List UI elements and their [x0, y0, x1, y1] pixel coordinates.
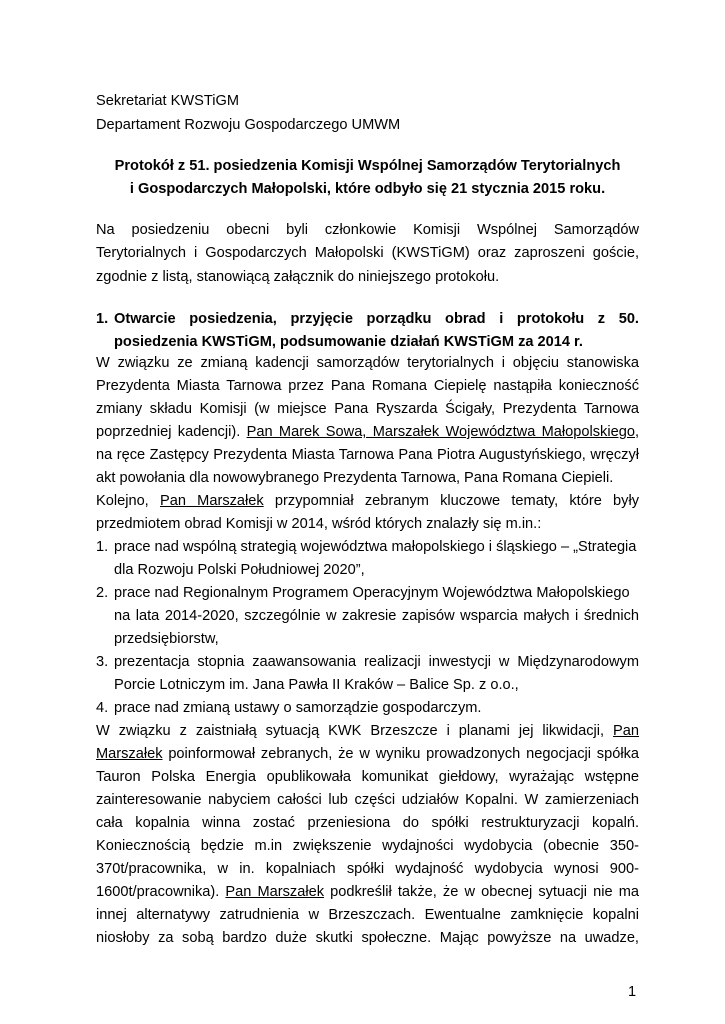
- body2-line-1-text: W związku z zaistniałą sytuacją KWK Brzeszcze i planami jej likwidacji,: [96, 723, 614, 739]
- person-link-marszalek-sowa: Pan Marek Sowa, Marszałek Województwa Małopolskiego: [246, 424, 635, 440]
- body2-line-2-text: poinformował zebranych, że w wyniku prowadzonych negocjacji spółka: [162, 746, 639, 762]
- person-ref-marszalek-2: Marszałek: [96, 746, 163, 762]
- body2-line-9: innej alternatywy zatrudnienia w Brzeszczach. Ewentualne zamknięcie kopalni: [96, 907, 639, 923]
- title-line-2: i Gospodarczych Małopolski, które odbyło się 21 stycznia 2015 roku.: [129, 181, 606, 197]
- body1-line-1: W związku ze zmianą kadencji samorządów terytorialnych i objęciu stanowiska: [96, 355, 639, 371]
- body2-line-4: zainteresowanie nabyciem całości lub części udziałów Kopalni. W zamierzeniach: [96, 792, 639, 808]
- title-line-1: Protokół z 51. posiedzenia Komisji Wspólnej Samorządów Terytorialnych: [114, 158, 621, 174]
- body1-line-4-tail: ,: [634, 424, 640, 440]
- body1-line-3: zmiany składu Komisji (w miejsce Pana Ryszarda Ścigały, Prezydenta Tarnowa: [96, 401, 639, 417]
- body1-line-8: przedmiotem obrad Komisji w 2014, wśród których znalazły się m.in.:: [96, 516, 542, 532]
- intro-line-1: Na posiedzeniu obecni byli członkowie Komisji Wspólnej Samorządów: [96, 222, 639, 238]
- body2-line-8-text: 1600t/pracownika).: [96, 884, 226, 900]
- section-1-heading-line-1: Otwarcie posiedzenia, przyjęcie porządku obrad i protokołu z 50.: [114, 311, 639, 327]
- body1-line-7-text: Kolejno,: [96, 493, 160, 509]
- list-item-1-line-1: prace nad wspólną strategią województwa małopolskiego i śląskiego – „Strategia: [114, 539, 637, 555]
- body2-line-6: Koniecznością będzie m.in zwiększenie wydajności wydobycia (obecnie 350-: [96, 838, 639, 854]
- body1-line-6: akt powołania dla nowowybranego Prezydenta Tarnowa, Pana Romana Ciepieli.: [96, 470, 614, 486]
- list-item-2-line-1: prace nad Regionalnym Programem Operacyjnym Województwa Małopolskiego: [114, 585, 630, 601]
- section-1-number: 1.: [96, 311, 109, 327]
- section-1-heading-line-2: posiedzenia KWSTiGM, podsumowanie działań KWSTiGM za 2014 r.: [114, 334, 583, 350]
- page-number: 1: [628, 984, 637, 1000]
- list-item-4-number: 4.: [96, 700, 109, 716]
- list-item-2-line-3: przedsiębiorstw,: [114, 631, 219, 647]
- header-line-1: Sekretariat KWSTiGM: [96, 93, 239, 109]
- body2-line-7: 370t/pracownika, w in. kopalniach spółki wydajność wydobycia wynosi 900-: [96, 861, 639, 877]
- body1-line-2: Prezydenta Miasta Tarnowa przez Pana Romana Ciepielę nastąpiła konieczność: [96, 378, 639, 394]
- list-item-3-line-1: prezentacja stopnia zaawansowania realizacji inwestycji w Międzynarodowym: [114, 654, 639, 670]
- body1-line-7-tail: przypomniał zebranym kluczowe tematy, które były: [263, 493, 640, 509]
- body1-line-4: [96, 423, 639, 441]
- list-item-2-number: 2.: [96, 585, 109, 601]
- list-item-1-number: 1.: [96, 539, 109, 555]
- intro-line-2: Terytorialnych i Gospodarczych Małopolski (KWSTiGM) oraz zaproszeni goście,: [96, 245, 639, 261]
- person-ref-pan: Pan: [613, 723, 639, 739]
- body2-line-8-tail: podkreślił także, że w obecnej sytuacji nie ma: [324, 884, 639, 900]
- body1-line-7: [96, 492, 639, 510]
- person-ref-marszalek-3: Pan Marszałek: [225, 884, 324, 900]
- list-item-3-line-2: Porcie Lotniczym im. Jana Pawła II Kraków – Balice Sp. z o.o.,: [114, 677, 519, 693]
- list-item-3-number: 3.: [96, 654, 109, 670]
- body2-line-10: niosłoby za sobą bardzo duże skutki społeczne. Mając powyższe na uwadze,: [96, 930, 639, 946]
- list-item-1-line-2: dla Rozwoju Polski Południowej 2020”,: [114, 562, 365, 578]
- body2-line-3: Tauron Polska Energia opublikowała komunikat giełdowy, wyrażając wstępne: [96, 769, 639, 785]
- list-item-4-line-1: prace nad zmianą ustawy o samorządzie gospodarczym.: [114, 700, 482, 716]
- body2-line-8: [96, 883, 639, 901]
- intro-line-3: zgodnie z listą, stanowiącą załącznik do niniejszego protokołu.: [96, 269, 500, 285]
- body2-line-5: cała kopalnia winna zostać przeniesiona do spółki restrukturyzacji kopalń.: [96, 815, 639, 831]
- body1-line-4-text: poprzedniej kadencji).: [96, 424, 247, 440]
- person-ref-marszalek: Pan Marszałek: [159, 493, 264, 509]
- body2-line-1: [96, 722, 639, 740]
- body2-line-2: [96, 745, 639, 763]
- body1-line-5: na ręce Zastępcy Prezydenta Miasta Tarnowa Pana Piotra Augustyńskiego, wręczył: [96, 447, 639, 463]
- header-line-2: Departament Rozwoju Gospodarczego UMWM: [96, 117, 401, 133]
- list-item-2-line-2: na lata 2014-2020, szczególnie w zakresie zapisów wsparcia małych i średnich: [114, 608, 639, 624]
